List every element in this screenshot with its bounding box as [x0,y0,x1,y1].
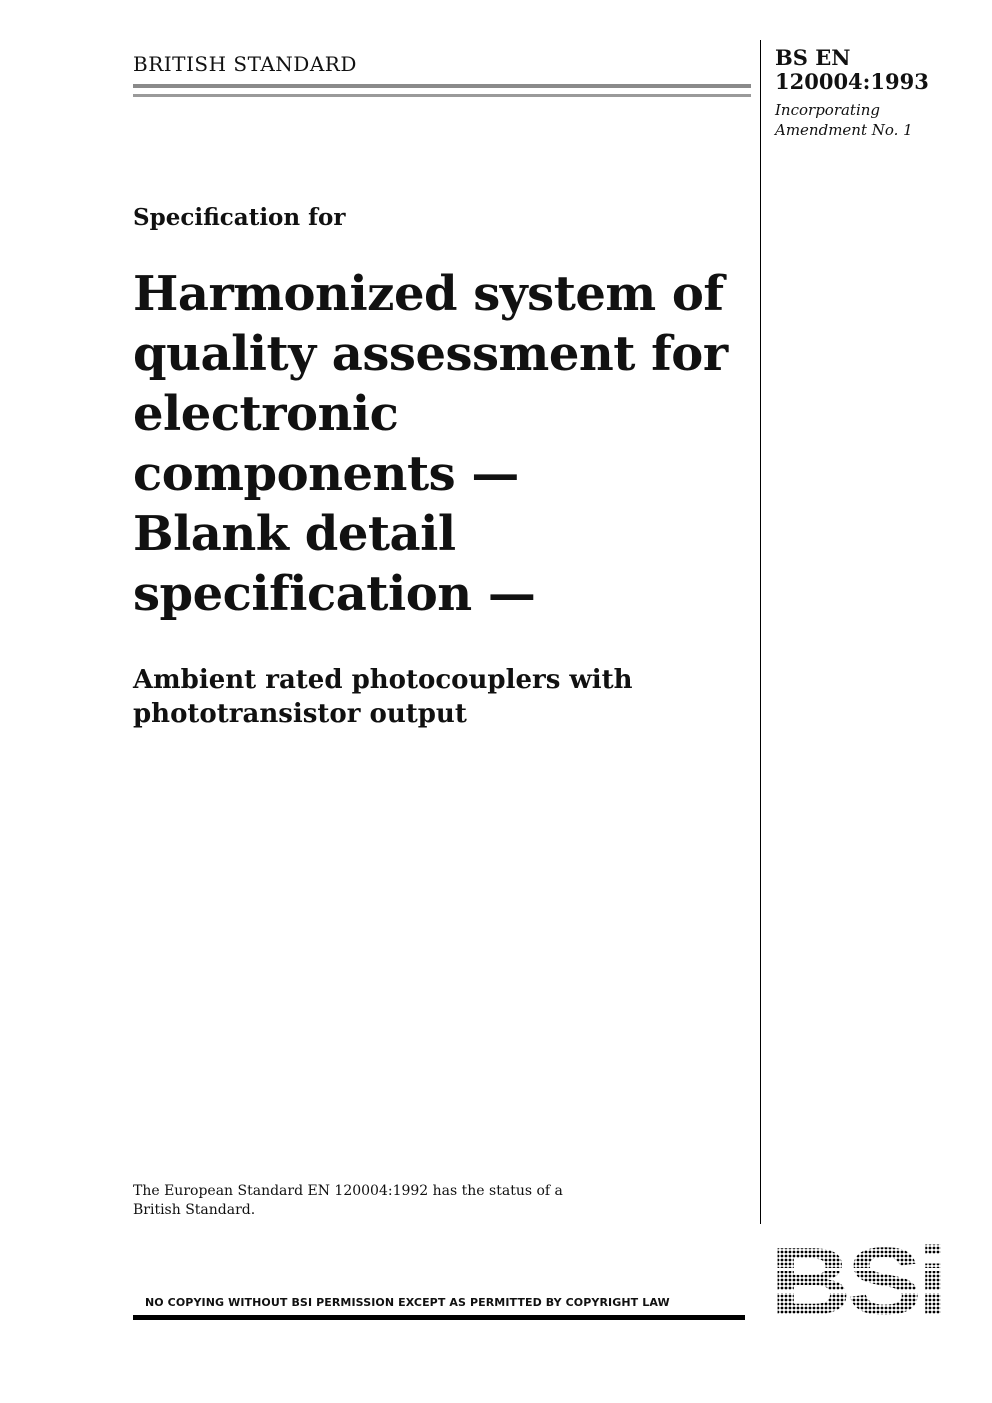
amendment-note-line-1: Incorporating [775,101,881,119]
amendment-note-line-2: Amendment No. 1 [775,121,913,139]
subtitle-line: Ambient rated photocouplers with [133,665,633,695]
standard-number-line-2: 120004:1993 [775,69,929,94]
title-lead: Specification for [133,204,346,231]
title-line: quality assessment for [133,326,728,382]
document-title [133,264,753,624]
status-note-line-1: The European Standard EN 120004:1992 has the status of a [133,1183,563,1199]
subtitle-line: phototransistor output [133,699,467,729]
header-rule-thick [133,84,751,88]
title-line: specification — [133,566,536,622]
title-line: electronic [133,386,399,442]
standard-number-line-1: BS EN [775,45,851,70]
brand-label: BRITISH STANDARD [133,52,357,76]
bsi-logo-graphic [768,1242,946,1320]
bsi-logo [768,1242,946,1320]
status-note [133,1182,653,1220]
margin-divider [760,40,761,1224]
amendment-note [775,100,955,140]
title-line: Harmonized system of [133,266,724,322]
title-line: components — [133,446,519,502]
status-note-line-2: British Standard. [133,1202,256,1218]
header-rule-thin [133,94,751,97]
standard-number [775,46,955,94]
document-subtitle [133,663,753,731]
title-line: Blank detail [133,506,456,562]
footer-rule [133,1315,745,1320]
copyright-notice: NO COPYING WITHOUT BSI PERMISSION EXCEPT AS PERMITTED BY COPYRIGHT LAW [145,1296,670,1309]
